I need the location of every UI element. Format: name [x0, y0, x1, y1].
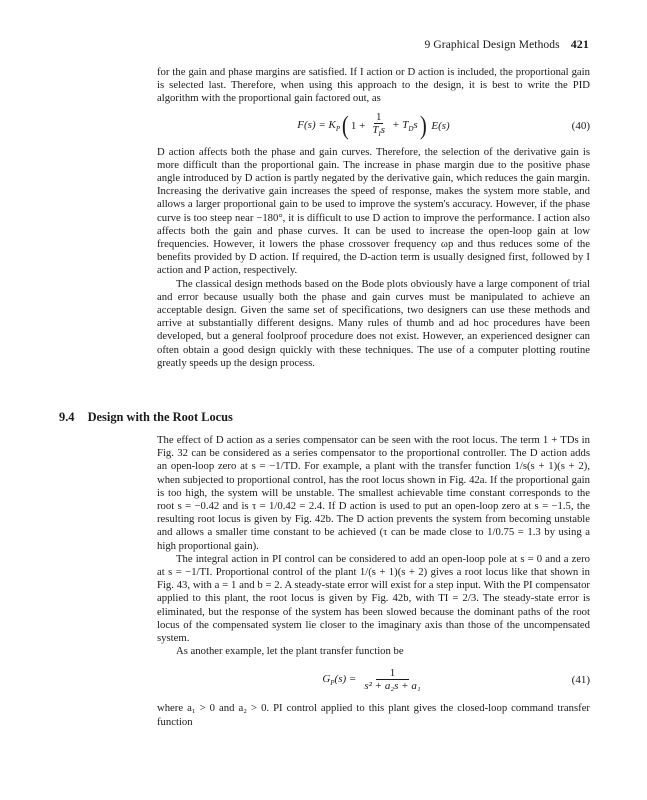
paragraph: The integral action in PI control can be considered to add an open-loop pole at s = 0 and a zero at s = −1/TI. Proportional control of the plant 1/(s + 1)(s + 2) gives a root locus like that shown in Fig. 43, with a = 1 and b = 2. A steady-state error will exist for a step input. With the PI compensator applied to this plant, the root locus is given by Fig. 42b, with TI = 2/3. The steady-state error is eliminated, but the response of the system has been slowed because the dominant paths of the root locus of the compensated system lie closer to the imaginary axis than those of the uncompensated system. — [157, 552, 590, 645]
page-number: 421 — [570, 37, 589, 51]
eq41-den: s² + a₂s + a₁ — [364, 680, 421, 693]
equation-41 — [157, 658, 590, 702]
equation-40: $F(s) = K_P$ ( 1 + $\frac{1}{T_Is}$ + $T_Ds$ ) E(s) (40) — [297, 110, 590, 140]
equation-number-40: (40) — [571, 119, 590, 132]
paragraph: D action affects both the phase and gain curves. Therefore, the selection of the derivative gain is more difficult than the proportional gain. The increase in phase margin due to the positive phase angle introduced by D action is partly negated by the derivative gain, which reduces the gain margin. Increasing the derivative gain increases the speed of response, makes the system more stable, and allows a larger proportional gain to be used to improve the system's accuracy. However, if the phase curve is too steep near −180°, it is difficult to use D action to improve the performance. I action also affects both the gain and phase curves. It can be used to increase the open-loop gain at low frequencies. However, it lowers the phase crossover frequency ωp and thus reduces some of the benefits provided by D action. If required, the D-action term is usually designed first, followed by I action and P action, respectively. — [157, 145, 590, 277]
paragraph: The classical design methods based on the Bode plots obviously have a large component of trial and error because usually both the phase and gain curves must be manipulated to achieve an acceptable design. Given the same set of specifications, two designers can use these methods and arrive at substantially different designs. Many rules of thumb and ad hoc procedures have been developed, but a general foolproof procedure does not exist. However, an experienced designer can often obtain a good design quickly with these techniques. The use of a computer plotting routine greatly speeds up the design process. — [157, 277, 590, 369]
eq40-frac-den: T — [372, 123, 379, 136]
running-head-title: 9 Graphical Design Methods — [424, 39, 560, 51]
paragraph: for the gain and phase margins are satisfied. If I action or D action is included, the proportional gain is selected last. Therefore, when using this approach to the design, it is best to write the PID algorithm with the proportional gain factored out, as — [157, 66, 590, 105]
section-heading — [59, 410, 233, 425]
body-upper — [157, 66, 590, 370]
eq40-plus-term: + T — [392, 118, 409, 131]
running-header — [425, 37, 589, 52]
equation-number-41: (41) — [571, 674, 590, 687]
eq40-right-paren: ) — [419, 110, 427, 140]
eq41-lhs-sub: P — [330, 679, 335, 688]
eq40-left-paren: ( — [342, 110, 349, 140]
eq41-lhs-tail: (s) = — [334, 673, 357, 686]
eq40-lhs: F(s) = K — [297, 118, 336, 131]
paragraph: where a₁ > 0 and a₂ > 0. PI control applied to this plant gives the closed-loop command transfer function — [157, 702, 590, 728]
eq40-fraction — [370, 112, 387, 140]
paragraph: The effect of D action as a series compensator can be seen with the root locus. The term 1 + TDs in Fig. 32 can be considered as a series compensator to the proportional controller. The D action adds an open-loop zero at s = −1/TD. For example, a plant with the transfer function 1/s(s + 1)(s + 2), when subjected to proportional control, has the root locus shown in Fig. 42a. If the proportional gain is too high, the system will be unstable. The smallest achievable time constant corresponds to the root s = −0.42 and is τ = 1/0.42 = 2.4. If D action is used to put an open-loop zero at s = −1.5, the resulting root locus is given by Fig. 42b. The D action prevents the system from becoming unstable and allows a smaller time constant to be achieved (τ can be made close to 1/0.75 = 1.3 by using a high proportional gain). — [157, 434, 590, 552]
body-lower — [157, 434, 590, 729]
eq41-num: 1 — [376, 668, 410, 680]
eq40-frac-den-sub: I — [378, 129, 381, 138]
eq41-lhs: G — [322, 673, 331, 686]
paragraph: As another example, let the plant transfer function be — [176, 645, 404, 658]
eq40-frac-den-tail: s — [380, 123, 386, 136]
section-title: Design with the Root Locus — [87, 410, 233, 424]
eq40-frac-num: 1 — [375, 110, 382, 123]
eq40-plus-tail: s — [413, 118, 418, 131]
eq40-plus-sub: D — [408, 124, 414, 133]
eq41-fraction — [362, 668, 422, 692]
section-number: 9.4 — [59, 410, 75, 424]
eq40-lhs-sub: P — [335, 124, 341, 133]
eq40-rhs: E(s) — [431, 119, 450, 132]
